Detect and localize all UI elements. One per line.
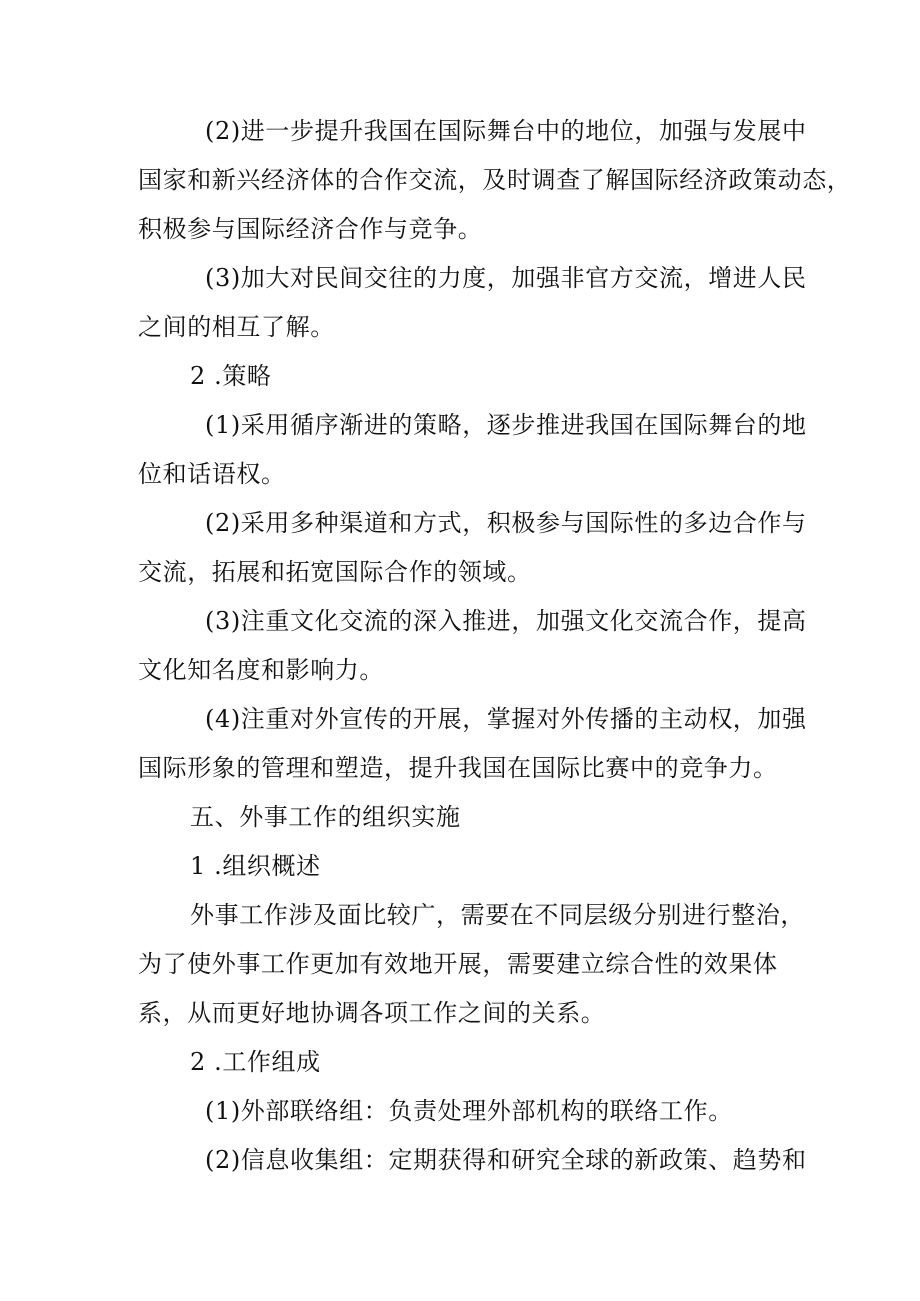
paragraph-line: (1)外部联络组：负责处理外部机构的联络工作。 [205,1097,733,1125]
paragraph-line: 为了使外事工作更加有效地开展，需要建立综合性的效果体 [138,950,778,978]
paragraph-line: 系，从而更好地协调各项工作之间的关系。 [138,999,606,1027]
paragraph-line: 积极参与国际经济合作与竞争。 [138,215,483,243]
paragraph-line: (2)采用多种渠道和方式，积极参与国际性的多边合作与 [205,509,807,537]
subsection-heading: 1 .组织概述 [190,852,321,880]
subsection-heading: 2 .工作组成 [190,1048,321,1076]
paragraph-line: 交流，拓展和拓宽国际合作的领域。 [138,558,532,586]
paragraph-line: (3)注重文化交流的深入推进，加强文化交流合作，提高 [205,607,807,635]
paragraph-line: 外事工作涉及面比较广，需要在不同层级分别进行整治， [190,901,805,929]
section-heading: 五、外事工作的组织实施 [190,803,461,831]
paragraph-line: 文化知名度和影响力。 [138,656,384,684]
paragraph-line: 国际形象的管理和塑造，提升我国在国际比赛中的竞争力。 [138,754,778,782]
paragraph-line: 之间的相互了解。 [138,313,335,341]
paragraph-line: (4)注重对外宣传的开展，掌握对外传播的主动权，加强 [205,705,807,733]
paragraph-line: (3)加大对民间交往的力度，加强非官方交流，增进人民 [205,264,807,292]
paragraph-line: (1)采用循序渐进的策略，逐步推进我国在国际舞台的地 [205,411,807,439]
paragraph-line: 国家和新兴经济体的合作交流，及时调查了解国际经济政策动态， [138,166,852,194]
paragraph-line: 位和话语权。 [138,460,286,488]
paragraph-line: (2)进一步提升我国在国际舞台中的地位，加强与发展中 [205,117,807,145]
paragraph-line: (2)信息收集组：定期获得和研究全球的新政策、趋势和 [205,1146,807,1174]
section-heading: 2 .策略 [190,362,272,390]
